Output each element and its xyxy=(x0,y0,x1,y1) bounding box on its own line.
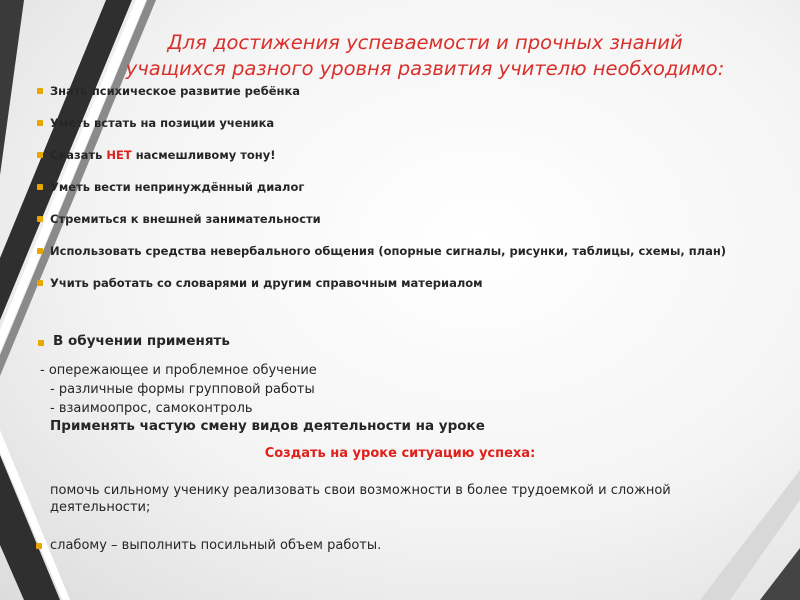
success-weak-student: слабому – выполнить посильный объем работы. xyxy=(50,538,382,553)
list-item: Уметь вести непринуждённый диалог xyxy=(36,179,766,195)
bullet-learning xyxy=(38,340,44,346)
title-line-2: учащихся разного уровня развития учителю необходимо: xyxy=(125,57,725,80)
list-item: Стремиться к внешней занимательности xyxy=(36,211,766,227)
net-highlight: НЕТ xyxy=(106,148,132,162)
bullet-weak xyxy=(36,543,42,549)
list-item: Использовать средства невербального общения (опорные сигналы, рисунки, таблицы, схемы, план) xyxy=(36,243,766,259)
net-after: насмешливому тону! xyxy=(131,148,276,162)
learning-heading: В обучении применять xyxy=(53,333,230,349)
dark-stripe-corner xyxy=(760,548,800,600)
list-item: Учить работать со словарями и другим справочным материалом xyxy=(36,275,766,291)
success-heading: Создать на уроке ситуацию успеха: xyxy=(264,446,536,461)
learning-item-1: - опережающее и проблемное обучение xyxy=(40,363,317,378)
list-item: Уметь встать на позиции ученика xyxy=(36,115,766,131)
learning-item-3: - взаимоопрос, самоконтроль xyxy=(50,401,253,416)
list-item-net xyxy=(36,147,766,163)
slide-title xyxy=(60,30,790,82)
change-activities: Применять частую смену видов деятельности на уроке xyxy=(50,418,485,434)
net-before: Сказать xyxy=(50,148,107,162)
success-strong-student: помочь сильному ученику реализовать свои возможности в более трудоемкой и сложной деятельности; xyxy=(50,483,671,515)
list-item: Знать психическое развитие ребёнка xyxy=(36,83,766,99)
learning-item-2: - различные формы групповой работы xyxy=(50,382,315,397)
dark-stripe-bottom xyxy=(0,455,60,600)
title-line-1: Для достижения успеваемости и прочных знаний xyxy=(167,31,683,54)
dark-stripe-top xyxy=(0,0,24,175)
requirements-list xyxy=(36,83,766,291)
